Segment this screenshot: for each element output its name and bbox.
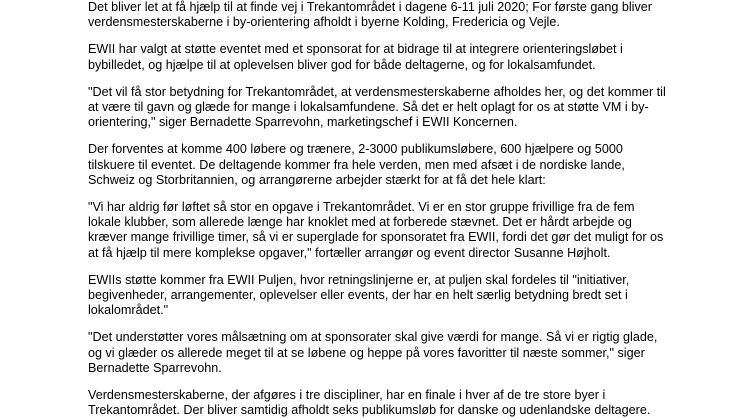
paragraph-intro: Det bliver let at få hjælp til at finde vej i Trekantområdet i dagene 6-11 juli 2020; For første gang bliver verdensmesterskaberne i by-orientering afholdt i byerne Kolding, Fredericia og Vejle. [88, 0, 652, 30]
paragraph-organizer-quote: "Vi har aldrig før løftet så stor en opgave i Trekantområdet. Vi er en stor gruppe frivillige fra de fem lokale klubber, som allerede længe har knoklet med at forberede stævnet. Det er hårdt arbejde og kræver mange frivillige timer, så vi er superglade for sponsoratet fra EWII, fordi det gør det muligt for os at få hjælp til mere komplekse opgaver," fortæller arrangør og event director Susanne Højholt. [88, 200, 664, 260]
press-release-body [88, 0, 668, 419]
paragraph-sponsorship: EWII har valgt at støtte eventet med et sponsorat for at bidrage til at integrere orienteringsløbet i bybilledet, og hjælpe til at oplevelsen bliver god for både deltagerne, og for lokalsamfundet. [88, 42, 623, 72]
paragraph-sponsorship-goal-quote: "Det understøtter vores målsætning om at sponsorater skal give værdi for mange. Så vi er rigtig glade, og vi glæder os allerede meget til at se løbene og heppe på vores favoritter til næste sommer," siger Bernadette Sparrevohn. [88, 330, 658, 375]
paragraph-marketing-quote: "Det vil få stor betydning for Trekantområdet, at verdensmesterskaberne afholdes her, og det kommer til at være til gavn og glæde for mange i lokalsamfundene. Så det er helt oplagt for os at støtte VM i by-orientering," siger Bernadette Sparrevohn, marketingschef i EWII Koncernen. [88, 84, 666, 130]
paragraph-ewii-puljen: EWIIs støtte kommer fra EWII Puljen, hvor retningslinjerne er, at puljen skal fordeles til "initiativer, begivenheder, arrangementer, oplevelser eller events, der har en helt særlig betydning bredt set i lokalområdet." [88, 272, 630, 318]
paragraph-participants: Der forventes at komme 400 løbere og trænere, 2-3000 publikumsløbere, 600 hjælpere og 5000 tilskuere til eventet. De deltagende kommer fra hele verden, men med afsæt i de nordiske lande, Schweiz og Storbritannien, og arrangørerne arbejder stærkt for at få det hele klart: [88, 142, 625, 187]
paragraph-disciplines: Verdensmesterskaberne, der afgøres i tre discipliner, har en finale i hver af de tre store byer i Trekantområdet. Der bliver samtidig afholdt seks publikumsløb for danske og udenlandske deltagere. [88, 388, 651, 418]
